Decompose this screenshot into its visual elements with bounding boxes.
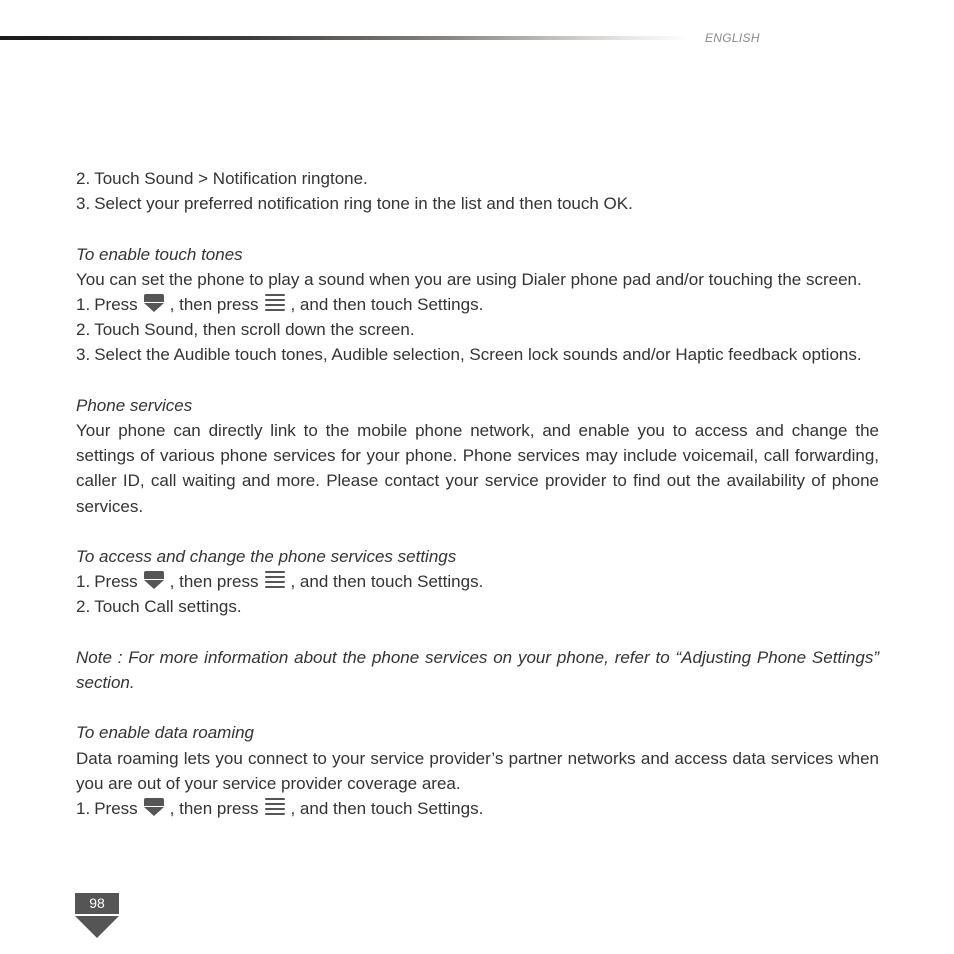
step-text: , and then touch Settings.	[290, 295, 484, 314]
step-number: 1.	[76, 799, 91, 818]
step-number: 2.	[76, 320, 91, 340]
step-text: Press	[94, 572, 138, 592]
step-number: 1.	[76, 295, 91, 314]
menu-icon	[264, 294, 286, 314]
home-icon	[144, 571, 166, 591]
page-number: 98	[75, 893, 119, 914]
list-item	[76, 796, 879, 821]
step-text: , and then touch Settings.	[290, 799, 484, 818]
paragraph-data-roaming: Data roaming lets you connect to your service provider’s partner networks and access data services when you are out of your service provider coverage area.	[76, 748, 879, 793]
list-item	[76, 317, 879, 342]
step-text: Touch Call settings.	[94, 597, 242, 617]
step-text: Select your preferred notification ring tone in the list and then touch OK.	[94, 194, 633, 214]
home-icon	[144, 294, 166, 314]
step-number: 2.	[76, 169, 91, 188]
step-text: , then press	[169, 799, 259, 818]
list-item	[76, 342, 879, 367]
section-heading-access-settings: To access and change the phone services settings	[76, 547, 457, 566]
step-text: Press	[94, 799, 138, 818]
menu-icon	[264, 571, 286, 591]
page-tab-arrow-icon	[75, 916, 119, 938]
step-text: Press	[94, 295, 138, 314]
section-heading-touch-tones: To enable touch tones	[76, 244, 243, 264]
step-number: 3.	[76, 345, 91, 365]
step-text: Select the Audible touch tones, Audible selection, Screen lock sounds and/or Haptic feedback options.	[94, 345, 862, 365]
step-number: 2.	[76, 597, 91, 617]
paragraph-phone-services: Your phone can directly link to the mobile phone network, and enable you to access and change the settings of various phone services for your phone. Phone services may include voicemail, call forwarding, caller ID, call waiting and more. Please contact your service provider to find out the availability of phone services.	[76, 421, 879, 516]
section-heading-data-roaming: To enable data roaming	[76, 723, 255, 743]
step-number: 3.	[76, 194, 91, 214]
step-text: Touch Sound, then scroll down the screen.	[94, 320, 415, 340]
language-label: ENGLISH	[705, 31, 760, 45]
step-text: Touch Sound > Notification ringtone.	[94, 169, 368, 188]
list-item	[76, 191, 879, 216]
step-text: , then press	[169, 295, 259, 314]
paragraph-touch-tones: You can set the phone to play a sound when you are using Dialer phone pad and/or touching the screen.	[76, 269, 862, 289]
list-item	[76, 594, 879, 619]
step-number: 1.	[76, 572, 91, 592]
section-heading-phone-services: Phone services	[76, 395, 193, 415]
menu-icon	[264, 798, 286, 818]
list-item	[76, 166, 879, 191]
header-rule	[0, 36, 690, 40]
step-text: , then press	[169, 572, 259, 592]
list-item	[76, 569, 879, 594]
note-text: Note : For more information about the phone services on your phone, refer to “Adjusting Phone Settings” section.	[76, 647, 879, 692]
home-icon	[144, 798, 166, 818]
page-content	[76, 166, 879, 821]
list-item	[76, 292, 879, 317]
step-text: , and then touch Settings.	[290, 572, 484, 592]
